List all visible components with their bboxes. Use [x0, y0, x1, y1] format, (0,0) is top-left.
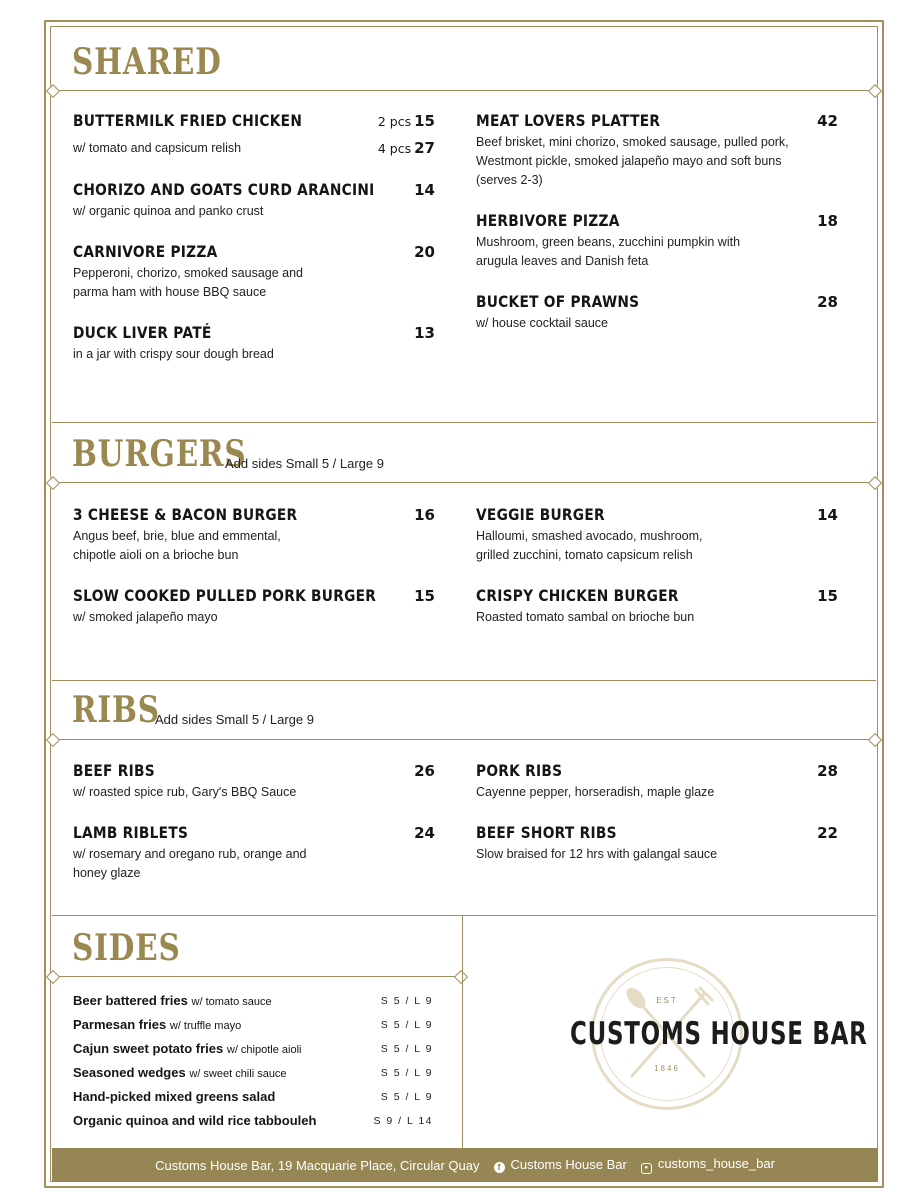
item-name: HERBIVORE PIZZA — [476, 211, 620, 230]
menu-item — [476, 761, 838, 802]
side-price: S 5 / L 9 — [380, 1067, 433, 1079]
item-price: 18 — [817, 212, 838, 230]
list-item — [73, 1015, 433, 1035]
side-name: Hand-picked mixed greens salad — [73, 1089, 276, 1104]
side-price: S 5 / L 9 — [380, 1043, 433, 1055]
item-name: VEGGIE BURGER — [476, 505, 605, 524]
item-desc: Pepperoni, chorizo, smoked sausage and parma ham with house BBQ sauce — [73, 266, 304, 299]
item-desc: Angus beef, brie, blue and emmental, chipotle aioli on a brioche bun — [73, 529, 281, 562]
divider-sides — [52, 976, 462, 977]
section-title-sides: SIDES — [72, 927, 181, 969]
section-title-burgers: BURGERS — [72, 433, 247, 475]
item-name: SLOW COOKED PULLED PORK BURGER — [73, 586, 377, 605]
menu-item — [476, 586, 838, 627]
divider-shared-end — [52, 422, 876, 423]
item-name: BEEF RIBS — [73, 761, 155, 780]
divider-burgers — [52, 482, 876, 483]
footer-facebook-link[interactable]: f Customs House Bar — [494, 1157, 627, 1173]
side-price: S 5 / L 9 — [380, 1019, 433, 1031]
item-desc: w/ rosemary and oregano rub, orange and honey glaze — [73, 847, 307, 880]
item-price: 15 — [414, 587, 435, 605]
item-price: 13 — [414, 324, 435, 342]
menu-item — [476, 505, 838, 565]
logo-year: 1846 — [654, 1064, 680, 1073]
side-name: Seasoned wedges w/ sweet chili sauce — [73, 1065, 287, 1080]
item-desc: w/ house cocktail sauce — [476, 316, 609, 330]
side-price: S 5 / L 9 — [380, 1091, 433, 1103]
item-price: 15 — [817, 587, 838, 605]
footer-address: Customs House Bar, 19 Macquarie Place, Circular Quay — [155, 1157, 480, 1173]
instagram-icon: ● — [641, 1163, 652, 1174]
item-name: PORK RIBS — [476, 761, 563, 780]
divider-ribs — [52, 739, 876, 740]
item-desc: in a jar with crispy sour dough bread — [73, 347, 274, 361]
side-price: S 5 / L 9 — [380, 995, 433, 1007]
item-name: BUCKET OF PRAWNS — [476, 292, 640, 311]
list-item — [73, 1087, 433, 1107]
side-name: Parmesan fries w/ truffle mayo — [73, 1017, 242, 1032]
divider-ribs-end — [52, 915, 876, 916]
section-subtitle-ribs: Add sides Small 5 / Large 9 — [155, 712, 314, 727]
menu-item — [476, 211, 838, 271]
item-price: 27 — [414, 139, 435, 157]
list-item — [73, 1063, 433, 1083]
price-qty: 4 pcs — [377, 141, 412, 156]
item-price: 42 — [817, 112, 838, 130]
section-subtitle-burgers: Add sides Small 5 / Large 9 — [225, 456, 384, 471]
item-price: 28 — [817, 762, 838, 780]
menu-item — [73, 823, 435, 883]
logo-name: CUSTOMS HOUSE BAR — [570, 1016, 868, 1052]
item-price: 14 — [817, 506, 838, 524]
item-name: MEAT LOVERS PLATTER — [476, 111, 661, 130]
divider-burgers-end — [52, 680, 876, 681]
item-desc: Cayenne pepper, horseradish, maple glaze — [476, 785, 715, 799]
side-price: S 9 / L 14 — [373, 1115, 433, 1127]
menu-item — [476, 823, 838, 864]
menu-item — [73, 586, 435, 627]
menu-item — [73, 111, 435, 158]
item-desc: Mushroom, green beans, zucchini pumpkin with arugula leaves and Danish feta — [476, 235, 741, 268]
item-price: 22 — [817, 824, 838, 842]
item-desc: Slow braised for 12 hrs with galangal sauce — [476, 847, 718, 861]
item-name: CHORIZO AND GOATS CURD ARANCINI — [73, 180, 375, 199]
list-item — [73, 1111, 433, 1131]
item-price: 20 — [414, 243, 435, 261]
item-name: DUCK LIVER PATÉ — [73, 323, 212, 342]
item-name: 3 CHEESE & BACON BURGER — [73, 505, 298, 524]
item-desc: Beef brisket, mini chorizo, smoked sausage, pulled pork, Westmont pickle, smoked jalapeño mayo and soft buns (serves 2-3) — [476, 135, 789, 187]
item-price: 28 — [817, 293, 838, 311]
item-desc: w/ roasted spice rub, Gary's BBQ Sauce — [73, 785, 297, 799]
item-name: LAMB RIBLETS — [73, 823, 189, 842]
menu-item — [73, 505, 435, 565]
item-desc: Halloumi, smashed avocado, mushroom, grilled zucchini, tomato capsicum relish — [476, 529, 703, 562]
divider-sides-logo — [462, 915, 463, 1148]
item-price: 15 — [414, 112, 435, 130]
facebook-icon: f — [494, 1162, 505, 1173]
footer-bar — [52, 1148, 878, 1182]
price-qty: 2 pcs — [377, 114, 412, 129]
item-desc: Roasted tomato sambal on brioche bun — [476, 610, 695, 624]
item-name: BEEF SHORT RIBS — [476, 823, 617, 842]
item-desc: w/ organic quinoa and panko crust — [73, 204, 264, 218]
logo-est: EST — [656, 996, 678, 1005]
item-price: 14 — [414, 181, 435, 199]
menu-item — [476, 292, 838, 333]
section-title-shared: SHARED — [72, 41, 222, 83]
side-name: Organic quinoa and wild rice tabbouleh — [73, 1113, 317, 1128]
item-price-group — [378, 111, 435, 159]
item-desc: w/ tomato and capsicum relish — [73, 141, 242, 155]
item-name: CARNIVORE PIZZA — [73, 242, 218, 261]
menu-item — [73, 242, 435, 302]
list-item — [73, 991, 433, 1011]
footer-instagram-link[interactable]: ● customs_house_bar — [641, 1156, 775, 1174]
side-name: Beer battered fries w/ tomato sauce — [73, 993, 272, 1008]
menu-item — [73, 323, 435, 364]
item-price: 16 — [414, 506, 435, 524]
customs-house-logo — [536, 958, 868, 1090]
item-price: 24 — [414, 824, 435, 842]
menu-item — [73, 180, 435, 221]
menu-item — [476, 111, 838, 190]
list-item — [73, 1039, 433, 1059]
divider-shared — [52, 90, 876, 91]
item-name: CRISPY CHICKEN BURGER — [476, 586, 679, 605]
menu-item — [73, 761, 435, 802]
side-name: Cajun sweet potato fries w/ chipotle aioli — [73, 1041, 302, 1056]
item-name: BUTTERMILK FRIED CHICKEN — [73, 111, 303, 130]
item-desc: w/ smoked jalapeño mayo — [73, 610, 218, 624]
item-price: 26 — [414, 762, 435, 780]
section-title-ribs: RIBS — [72, 689, 160, 731]
